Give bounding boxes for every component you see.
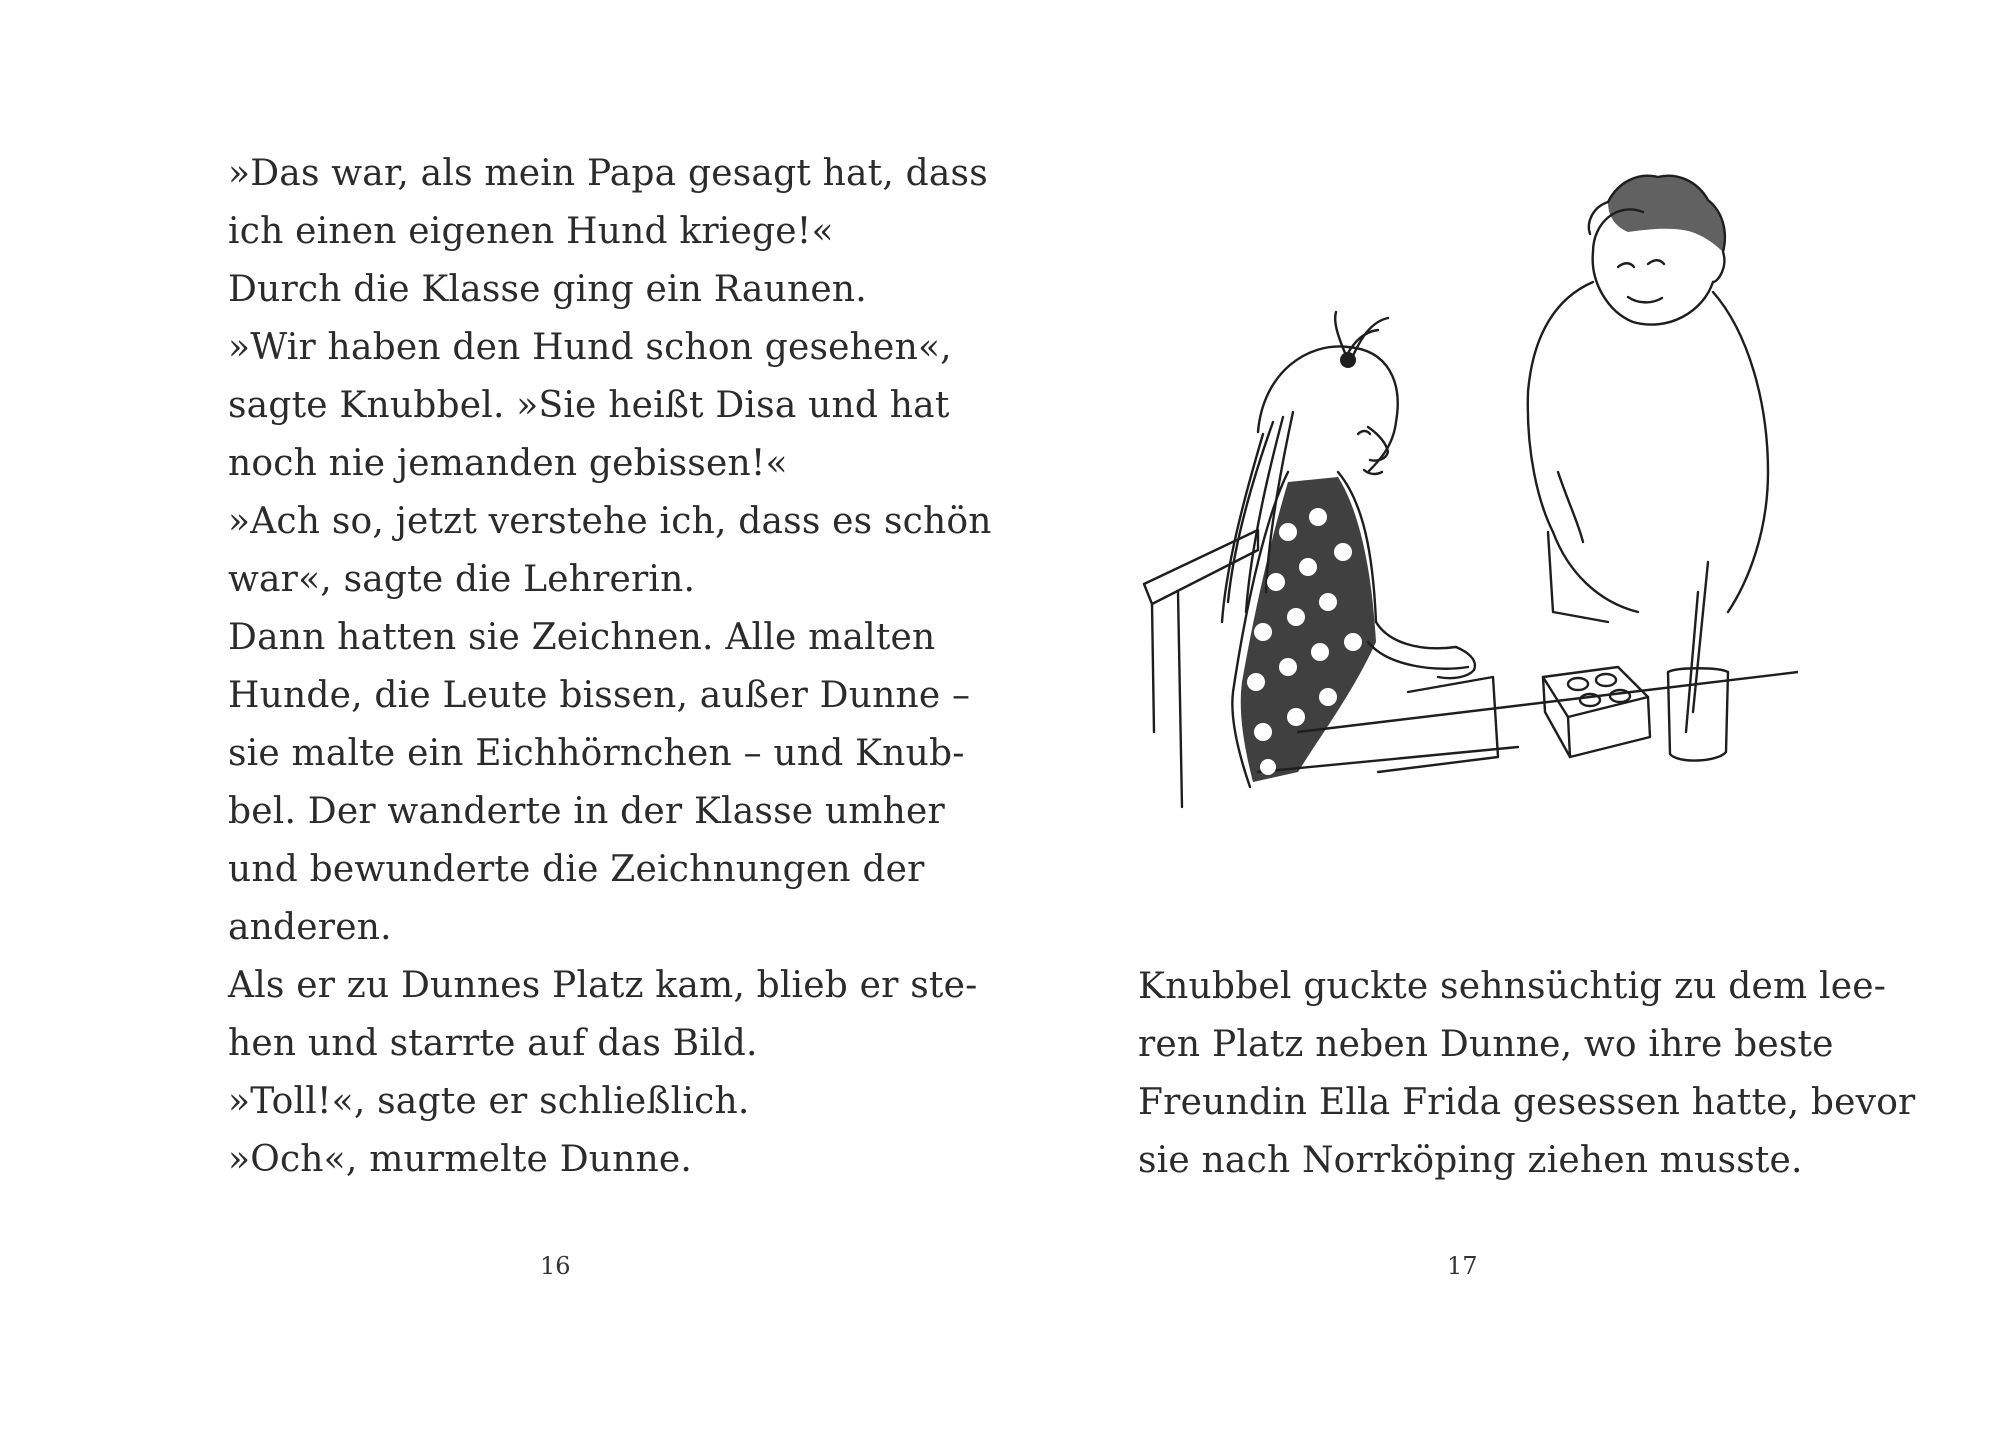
text-line: Freundin Ella Frida gesessen hatte, bevor bbox=[1138, 1082, 1916, 1123]
text-line: sagte Knubbel. »Sie heißt Disa und hat bbox=[228, 385, 950, 426]
text-line: sie malte ein Eichhörnchen – und Knub- bbox=[228, 733, 965, 774]
right-page bbox=[1000, 0, 2000, 1449]
left-page-text bbox=[228, 145, 992, 1189]
chair-back bbox=[1144, 530, 1258, 604]
text-line: ren Platz neben Dunne, wo ihre beste bbox=[1138, 1024, 1834, 1065]
text-line: anderen. bbox=[228, 907, 392, 948]
text-line: sie nach Norrköping ziehen musste. bbox=[1138, 1140, 1803, 1181]
right-page-text bbox=[1138, 958, 1916, 1190]
page-number: 17 bbox=[1447, 1252, 1478, 1280]
text-line: war«, sagte die Lehrerin. bbox=[228, 559, 696, 600]
girl-head bbox=[1258, 346, 1398, 472]
page-number: 16 bbox=[540, 1252, 571, 1280]
text-line: »Das war, als mein Papa gesagt hat, dass bbox=[228, 153, 988, 194]
text-line: Knubbel guckte sehnsüchtig zu dem lee- bbox=[1138, 966, 1887, 1007]
illustration-children-at-desk bbox=[1138, 172, 1798, 812]
desk-edge bbox=[1298, 672, 1798, 732]
ink-drawing bbox=[1138, 172, 1798, 812]
text-line: Dann hatten sie Zeichnen. Alle malten bbox=[228, 617, 936, 658]
boy-body bbox=[1528, 282, 1593, 532]
text-line: hen und starrte auf das Bild. bbox=[228, 1023, 758, 1064]
text-line: »Ach so, jetzt verstehe ich, dass es schön bbox=[228, 501, 992, 542]
text-line: Durch die Klasse ging ein Raunen. bbox=[228, 269, 867, 310]
text-line: und bewunderte die Zeichnungen der bbox=[228, 849, 925, 890]
text-line: »Och«, murmelte Dunne. bbox=[228, 1139, 693, 1180]
text-line: ich einen eigenen Hund kriege!« bbox=[228, 211, 834, 252]
text-line: noch nie jemanden gebissen!« bbox=[228, 443, 788, 484]
text-line: Hunde, die Leute bissen, außer Dunne – bbox=[228, 675, 971, 716]
text-line: »Wir haben den Hund schon gesehen«, bbox=[228, 327, 952, 368]
text-line: Als er zu Dunnes Platz kam, blieb er ste- bbox=[228, 965, 978, 1006]
text-line: »Toll!«, sagte er schließlich. bbox=[228, 1081, 750, 1122]
text-line: bel. Der wanderte in der Klasse umher bbox=[228, 791, 945, 832]
